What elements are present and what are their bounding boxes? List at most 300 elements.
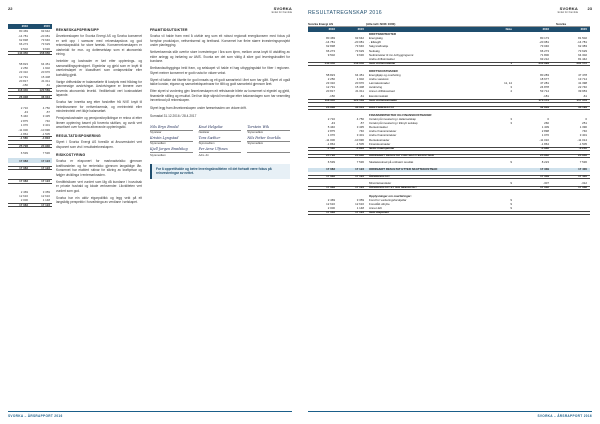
table-row — [308, 106, 590, 110]
row-label: Opplysninger om overføringar: — [369, 193, 412, 198]
amount-cell: 24 936 — [355, 152, 364, 157]
signatory-role: Styremedlem — [150, 141, 193, 146]
amount-cell: 12 616 — [355, 201, 364, 206]
row-label: Andre varekost — [369, 77, 389, 82]
col-2015: 2015 — [357, 26, 364, 31]
footer-divider — [8, 411, 292, 412]
left-table-cell: 17 083 — [19, 179, 28, 184]
note-ref: 9 — [510, 197, 512, 202]
amount-cell: 120 569 — [353, 97, 364, 102]
left-table-cell: -14 781 — [18, 33, 28, 38]
col-group-2016: 2016 — [542, 26, 549, 31]
footer-text: SVORKA – ÅRSRAPPORT 2016 — [8, 413, 63, 418]
row-label: Inntekt på investering i tilknytt selskap — [369, 121, 418, 126]
amount-cell: 2 898 — [541, 129, 549, 134]
amount-cell: 4 750 — [356, 117, 364, 122]
left-table-cell: 17 083 — [19, 165, 28, 170]
table-row — [308, 175, 590, 179]
income-statement-table — [308, 22, 590, 215]
signature-block — [199, 136, 242, 146]
text-column-1 — [8, 24, 52, 207]
row-label: Rentekostnader — [369, 137, 390, 142]
left-table-cell: 5 440 — [20, 114, 28, 119]
amount-cell: 21 011 — [355, 89, 364, 94]
amount-cell: 17 123 — [355, 174, 364, 179]
amount-cell: 157 378 — [576, 97, 587, 102]
amount-cell: 17 083 — [326, 185, 335, 190]
handwritten-signature: Tora Sæther — [198, 135, 221, 140]
row-label: Andre driftsinntekter — [369, 56, 395, 61]
amount-cell: 1 902 — [356, 77, 364, 82]
paragraph: Årsrekneskapen for Svorka Energi AS og Svorka konsernet er sett opp i samsvar med rekneskapslova og god rekneskapsskikk for store føretak. Konsernrekneskapen er utarbeidd for mor- og dotterselskap som ei økonomisk eining. — [56, 34, 142, 57]
amount-cell: -14 781 — [577, 40, 587, 45]
amount-cell: 62 383 — [578, 44, 587, 49]
left-table-cell: 17 123 — [41, 165, 50, 170]
left-table-cell: 3 359 — [42, 189, 50, 194]
amount-cell: 0 — [585, 117, 587, 122]
amount-cell: -11 000 — [325, 137, 335, 142]
note-ref: 3 — [510, 117, 512, 122]
amount-cell: 17 083 — [326, 166, 335, 171]
amount-cell: 36 034 — [355, 104, 364, 109]
entity-label: Svorka Energi AS — [308, 21, 334, 26]
left-table-cell: 2 250 — [20, 65, 28, 70]
text-column-1 — [56, 24, 142, 207]
handwritten-signature: Knut Helgebø — [198, 124, 223, 129]
note-ref: 9 — [510, 159, 512, 164]
amount-cell: -1 505 — [355, 141, 364, 146]
amount-cell: -57 — [359, 121, 364, 126]
amount-cell: 23 310 — [326, 81, 335, 86]
amount-cell: 2 469 — [327, 197, 335, 202]
signature-date: Surnadal 31.12.2016 / 28.4.2017 — [150, 114, 197, 119]
left-table-cell: 2 875 — [20, 118, 28, 123]
row-label: DRIFTSKOSTNADER — [369, 69, 398, 74]
right-page — [300, 0, 600, 424]
left-table-row — [8, 88, 52, 92]
left-table-cell: 17 123 — [41, 179, 50, 184]
amount-cell: 158 656 — [353, 60, 364, 65]
left-table-cell: 12 616 — [19, 194, 28, 199]
row-label: Andre finansinntekter — [369, 129, 397, 134]
left-table-cell: 7 536 — [42, 151, 50, 156]
left-table-col-header: 2015 — [43, 23, 50, 28]
amount-cell: -1 864 — [540, 141, 549, 146]
amount-cell: 740 — [359, 129, 364, 134]
amount-cell: -10 996 — [354, 137, 364, 142]
amount-cell: 12 616 — [326, 201, 335, 206]
amount-cell: 71 800 — [540, 52, 549, 57]
amount-cell: 8 223 — [541, 159, 549, 164]
amount-cell: -1 505 — [578, 141, 587, 146]
left-table-cell: -11 000 — [18, 127, 28, 132]
left-table-cell: 1 148 — [42, 198, 50, 203]
amount-cell: 24 878 — [540, 85, 549, 90]
left-table-cell: 17 083 — [19, 202, 28, 207]
left-table-cell: 24 936 — [41, 143, 50, 148]
signature-block — [247, 136, 290, 146]
amount-cell: -61 — [359, 93, 364, 98]
table-row — [308, 161, 590, 165]
row-label: FINANSINNTEKTER OG FINANSKOSTNADER — [369, 113, 432, 118]
row-label: Eiendomsskatt — [369, 93, 388, 98]
amount-cell: -1 580 — [326, 145, 335, 150]
heading-rekneskapsprinsipp: REKNESKAPSPRINSIPP — [56, 28, 99, 32]
amount-cell: 300 999 — [538, 60, 549, 65]
left-table-cell: 3 435 — [42, 114, 50, 119]
amount-cell: 9 502 — [327, 52, 335, 57]
amount-cell: 22 740 — [578, 85, 587, 90]
promo-callout: For å opprettholde og betre leveringskvaliteten vil det fortsatt være fokus på reinvesteringar av nettet. — [150, 164, 290, 179]
row-label: Annen driftskostnad — [369, 89, 395, 94]
amount-cell: 143 356 — [324, 60, 335, 65]
left-table-cell: 120 569 — [39, 87, 50, 92]
paragraph: Inntekter og kostnader er ført etter opptenings- og samanstillingsprinsippet. Eigedelar og gjeld som er knytt til varekrinsløpet er klassifisert som omløpsmidlar eller kortsiktig gjeld. — [56, 59, 142, 77]
handwritten-signature: Torstein Wik — [247, 124, 270, 129]
left-table-cell: 62 838 — [19, 37, 28, 42]
amount-cell: 20 817 — [326, 89, 335, 94]
left-table-cell: 2 716 — [20, 105, 28, 110]
amount-cell: 3 359 — [356, 197, 364, 202]
note-ref: 3 — [510, 85, 512, 90]
table-row — [308, 99, 590, 103]
note-ref: 9 — [510, 205, 512, 210]
left-table-cell: 25 728 — [19, 143, 28, 148]
amount-cell: 18 677 — [540, 77, 549, 82]
left-table-cell: 1 076 — [20, 123, 28, 128]
paragraph: Varige driftsmidlar er balanseførte til kostpris med frådrag for planmessige avskrivingar. Avskrivingane er lineære over forventa økonomisk levetid. Vedlikehald vert kostnadsført løpande. — [56, 79, 142, 98]
left-table-cell: 64 451 — [41, 61, 50, 66]
amount-cell: 6 539 — [327, 159, 335, 164]
amount-cell: -307 — [543, 181, 549, 186]
left-table-cell: 73 629 — [41, 42, 50, 47]
amount-cell: 5 440 — [327, 125, 335, 130]
left-table-cell: -150 — [22, 83, 28, 88]
amount-cell: 32 809 — [540, 104, 549, 109]
amount-cell: 64 451 — [355, 73, 364, 78]
row-label: Energikjøp og overføring — [369, 73, 401, 78]
left-table-cell: 21 011 — [41, 79, 50, 84]
row-label: Lønnskostnader — [369, 81, 390, 86]
units-label: (Alle tall i NOK 1000) — [366, 21, 396, 26]
left-table-cell: 4 750 — [42, 105, 50, 110]
amount-cell: 251 — [582, 121, 587, 126]
text-column-2 — [150, 24, 290, 179]
left-table-cell: 1 902 — [42, 65, 50, 70]
left-table-cell: 17 123 — [41, 202, 50, 207]
left-table-row — [8, 95, 52, 99]
amount-cell: -20 081 — [539, 40, 549, 45]
left-table-cell: 26 908 — [19, 95, 28, 100]
left-table-cell: 17 123 — [41, 158, 50, 163]
footer-text: SVORKA – ÅRSRAPPORT 2016 — [537, 413, 592, 418]
amount-cell: 93 212 — [540, 56, 549, 61]
heading-risikostyring: RISIKOSTYRING — [56, 153, 86, 158]
amount-cell: 66 273 — [326, 48, 335, 53]
signature-block — [199, 125, 242, 135]
signature-block — [247, 125, 290, 135]
paragraph: Styret vil takke dei tilsette for god innsats og eit godt samarbeid i året som har gått. Styret vil også takke kundar, eigarar og samarbeidspartnarar for tillit og godt samarbeid gjennom året. — [150, 77, 290, 87]
table-row — [308, 186, 590, 190]
brand-name: SVORKA — [273, 6, 292, 11]
row-label: Sum driftskostnader — [369, 97, 398, 102]
amount-cell: 81 502 — [578, 36, 587, 41]
amount-cell: 2 000 — [327, 205, 335, 210]
amount-cell: 36 199 — [578, 104, 587, 109]
left-table-row — [8, 144, 52, 148]
amount-cell: 3 435 — [356, 125, 364, 130]
row-label: Inntekt på investering i datterselskap — [369, 117, 416, 122]
left-table-cell: 73 646 — [41, 37, 50, 42]
handwritten-signature: Nils Petter Svorkås — [247, 135, 281, 140]
signatory-role — [247, 152, 290, 154]
left-table-cell: 143 356 — [17, 51, 28, 56]
amount-cell: 15 408 — [355, 85, 364, 90]
signature-block — [150, 136, 193, 146]
left-table-cell: 3 401 — [42, 123, 50, 128]
amount-cell: 17 339 — [540, 166, 549, 171]
amount-cell: 12 791 — [326, 85, 335, 90]
row-label: Nettsalg — [369, 48, 380, 53]
footer-divider — [308, 411, 592, 412]
row-label: ÅRSRESULTAT ETTER MINORITET — [369, 185, 417, 190]
amount-cell: 93 642 — [355, 36, 364, 41]
amount-cell: 291 572 — [576, 60, 587, 65]
amount-cell: -11 014 — [577, 137, 587, 142]
handwritten-signature: Per Arne Ulfsnes — [198, 147, 228, 152]
left-table-cell: 12 791 — [19, 74, 28, 79]
signatory-role: Styremedlem — [247, 130, 290, 135]
left-table-cell: -57 — [45, 110, 50, 115]
table-row — [308, 168, 590, 172]
row-label: ORDINÆRT RESULTAT ETTER SKATTEKOSTNAD — [369, 166, 438, 171]
row-label: DRIFTSINNTEKTER — [369, 32, 396, 37]
amount-cell: 64 302 — [578, 52, 587, 57]
amount-cell: 24 936 — [578, 152, 587, 157]
amount-cell: 3 401 — [579, 133, 587, 138]
amount-cell: 1 076 — [327, 133, 335, 138]
amount-cell: -181 — [543, 93, 549, 98]
amount-cell: 7 536 — [356, 159, 364, 164]
left-table-cell: 36 034 — [41, 95, 50, 100]
amount-cell: 740 — [582, 129, 587, 134]
row-label: Avskriving — [369, 85, 383, 90]
row-label: Renteinntekter — [369, 125, 388, 130]
handwritten-signature: Kristin Lyngstad — [150, 135, 179, 140]
amount-cell: 25 728 — [326, 152, 335, 157]
note-ref: 9 — [510, 181, 512, 186]
signature-block — [199, 147, 242, 157]
row-label: ÅRSRESULTAT — [369, 174, 390, 179]
amount-cell: 2 875 — [327, 129, 335, 134]
paragraph: Svorka har innretta seg etter forskrifter frå NVE knytt til inntektsramme for nettverksemda, og meirinntekt eller mindreinntekt vert ikkje balanseført. — [56, 100, 142, 114]
handwritten-signature: Kjell Jorgen Brødskog — [150, 147, 188, 152]
amount-cell: 17 339 — [540, 174, 549, 179]
row-label: Foreslått utbytte — [369, 201, 390, 206]
left-table-row — [8, 136, 52, 140]
row-label: DRIFTSRESULTAT — [369, 104, 395, 109]
row-label: Netto finansposter — [369, 145, 395, 150]
paragraph: Pensjonskostnader og pensjonsforpliktingar er rekna ut etter lineær opptening basert på forventa sluttløn, og avvik vert amortisert over forventa attverande oppteningstid. — [56, 116, 142, 130]
note-ref: 1 — [510, 60, 512, 65]
brand-name: SVORKA — [559, 6, 578, 11]
table-row — [308, 147, 590, 151]
row-label: Sum disponert — [369, 209, 390, 214]
left-table-cell: 15 408 — [41, 74, 50, 79]
amount-cell: 1 076 — [541, 133, 549, 138]
amount-cell: 73 646 — [355, 44, 364, 49]
left-table-cell: 12 616 — [41, 194, 50, 199]
amount-cell: 1 148 — [356, 205, 364, 210]
row-label: Salg kraftnettje — [369, 44, 389, 49]
left-table-cell: 158 656 — [39, 51, 50, 56]
amount-cell: 80 469 — [326, 36, 335, 41]
signature-grid — [150, 125, 290, 158]
amount-cell: 7 536 — [579, 159, 587, 164]
amount-cell: 2 716 — [327, 117, 335, 122]
row-label: ORDINÆRT RESULTAT FØR SKATTEKOSTNAD — [369, 152, 434, 157]
left-table-cell: -4 803 — [41, 136, 50, 141]
left-table-cell: -61 — [45, 83, 50, 88]
amount-cell: 58 823 — [326, 73, 335, 78]
amount-cell: 20 976 — [355, 81, 364, 86]
signatory-role: Adm. dir. — [199, 152, 242, 157]
amount-cell: -4 986 — [540, 145, 549, 150]
left-table-cell: -43 — [23, 110, 28, 115]
amount-cell: -43 — [330, 121, 335, 126]
left-table-row — [8, 203, 52, 207]
signature-block — [247, 147, 290, 157]
amount-cell: 25 862 — [540, 152, 549, 157]
row-label: Sum driftsinntekter — [369, 60, 396, 65]
paragraph: Etter styret si vurdering gjev årsrekneskapen eit rettvisande bilete av konsernet si eigedel og gjeld, finansielle stilling og resultat. Det har ikkje skjedd hendingar etter balansedagen som har vesentleg innverknad på rekneskapen. — [150, 89, 290, 103]
amount-cell: -61 — [582, 93, 587, 98]
paragraph: Styret legg fram årsrekneskapen under føresetnaden om vidare drift. — [150, 105, 247, 110]
note-ref: 9 — [510, 201, 512, 206]
brand-tagline: Enkel for framtida — [271, 11, 292, 14]
signatory-role: Styremedlem — [150, 152, 193, 157]
amount-cell: -6 260 — [578, 145, 587, 150]
left-table-cell: -1 864 — [19, 131, 28, 136]
amount-cell: 9 630 — [356, 52, 364, 57]
amount-cell: 81 442 — [578, 56, 587, 61]
statement-title: RESULTATREGNSKAP 2016 — [308, 10, 382, 16]
amount-cell: 17 088 — [578, 185, 587, 190]
amount-cell: 17 123 — [355, 209, 364, 214]
left-table-cell: 20 817 — [19, 79, 28, 84]
left-table-cell: -10 996 — [40, 127, 50, 132]
left-table-cell: 740 — [45, 118, 50, 123]
amount-cell: 41 398 — [578, 81, 587, 86]
left-table-cell: 23 310 — [19, 70, 28, 75]
amount-cell: 260 — [544, 121, 549, 126]
amount-cell: 17 083 — [326, 174, 335, 179]
signatory-role: Styreleiar — [150, 130, 193, 135]
amount-cell: 173 151 — [538, 97, 549, 102]
amount-cell: -4 803 — [355, 145, 364, 150]
signature-block — [150, 147, 193, 157]
amount-cell: 47 478 — [578, 73, 587, 78]
paragraph: Nettverksemda står overfor store investeringar i åra som kjem, mellom anna knytt til utskifting av eldre anlegg og innføring av AMS. Svorka ser det som viktig å sikre god leveringskvalitet for kundane. — [150, 50, 290, 64]
col-note: Note — [505, 26, 512, 31]
signatory-role: Nestleiar — [199, 130, 242, 135]
row-label: Skattekostnad på ordinært resultat — [369, 159, 414, 164]
left-table-cell: -20 081 — [40, 33, 50, 38]
left-table-cell: -1 580 — [19, 136, 28, 141]
group-label: Svorka — [555, 21, 566, 26]
row-label: - Ellavgift — [369, 40, 381, 45]
amount-cell: 17 083 — [326, 209, 335, 214]
paragraph: Breibandsutbygginga held fram, og selskapet vil halde ei høg utbyggingstakt for fiber i regionen. Styret meiner konsernet er godt rusta for vidare vekst. — [150, 66, 290, 75]
amount-cell: 73 629 — [355, 48, 364, 53]
left-table-cell: 6 539 — [20, 151, 28, 156]
amount-cell: 17 032 — [540, 185, 549, 190]
amount-cell: 118 340 — [324, 97, 335, 102]
amount-cell: 17 400 — [578, 174, 587, 179]
signature-block — [150, 125, 193, 135]
paragraph: Svorka er eksponert for marknadsrisiko gjennom krafthandelen og for renterisiko gjennom langsiktige lån. Konsernet har etablert rutinar for sikring av kraftprisar og følgjer utviklinga i rentemarknaden. — [56, 159, 142, 177]
row-label: Finanskostnader — [369, 141, 391, 146]
row-label: Energisalg — [369, 36, 383, 41]
note-ref: 3 — [510, 121, 512, 126]
amount-cell: 17 123 — [355, 185, 364, 190]
amount-cell: -11 010 — [539, 137, 549, 142]
col-group-2015: 2015 — [580, 26, 587, 31]
row-label: Annen EK — [369, 205, 383, 210]
signatory-role: Styremedlem — [247, 141, 290, 146]
amount-cell: 26 908 — [326, 104, 335, 109]
left-table-cell: -1 505 — [41, 131, 50, 136]
left-table-cell: 2 000 — [20, 198, 28, 203]
amount-cell: 53 714 — [540, 89, 549, 94]
amount-cell: 17 400 — [578, 166, 587, 171]
left-table-cell: 17 083 — [19, 158, 28, 163]
table-body — [308, 32, 590, 215]
left-table-cell: 93 642 — [41, 29, 50, 34]
amount-cell: 47 281 — [540, 81, 549, 86]
amount-cell: -1 864 — [326, 141, 335, 146]
paragraph: Svorka har ein aktiv eigarpolitikk og legg vekt på eit langsiktig perspektiv i forvaltninga av verdiane i selskapet. — [56, 195, 142, 205]
left-table-row — [8, 166, 52, 170]
row-label: Nettinntekter til inn./utbyggingsomr. — [369, 52, 415, 57]
paragraph: Styret i Svorka Energi AS foreslår at årsoverskotet vert disponert som vist i resultatrekneskapen. — [56, 140, 142, 149]
paragraph: Kredittrisikoen vert vurdert som låg då kundane i hovudsak er private hushald og lokale verksemder. Likviditeten vert vurdert som god. — [56, 179, 142, 193]
left-table-col-header: 2016 — [21, 23, 28, 28]
amount-cell: 39 953 — [578, 89, 587, 94]
handwritten-signature: Nils Bryn Bredal — [150, 124, 179, 129]
paragraph: Svorka vil halde fram med å utvikle seg som eit robust regionalt energikonsern med fokus på fornybar produksjon, nettverksemd og breiband. Konsernet har fleire større investeringsprosjekt under planlegging. — [150, 34, 290, 48]
amount-cell: 1 390 — [579, 125, 587, 130]
brand-tagline: Enkel for framtida — [557, 11, 578, 14]
left-table-cell: 2 469 — [20, 189, 28, 194]
left-table-cell: 118 340 — [17, 87, 28, 92]
amount-cell: 2 250 — [327, 77, 335, 82]
row-label: Minoritetsandeler — [369, 181, 392, 186]
amount-cell: 1 409 — [541, 125, 549, 130]
amount-cell: 3 401 — [356, 133, 364, 138]
amount-cell: 80 173 — [540, 36, 549, 41]
amount-cell: -150 — [329, 93, 335, 98]
page-number: 23 — [587, 6, 592, 11]
table-row — [308, 211, 590, 215]
left-table-cell: 58 823 — [19, 61, 28, 66]
table-row — [308, 62, 590, 66]
left-table-row — [8, 158, 52, 162]
amount-cell: 73 046 — [540, 44, 549, 49]
note-ref: 4 — [510, 89, 512, 94]
heading-resultatdisponering: RESULTATDISPONERING — [56, 133, 101, 138]
left-table-cell: 9 502 — [20, 46, 28, 51]
